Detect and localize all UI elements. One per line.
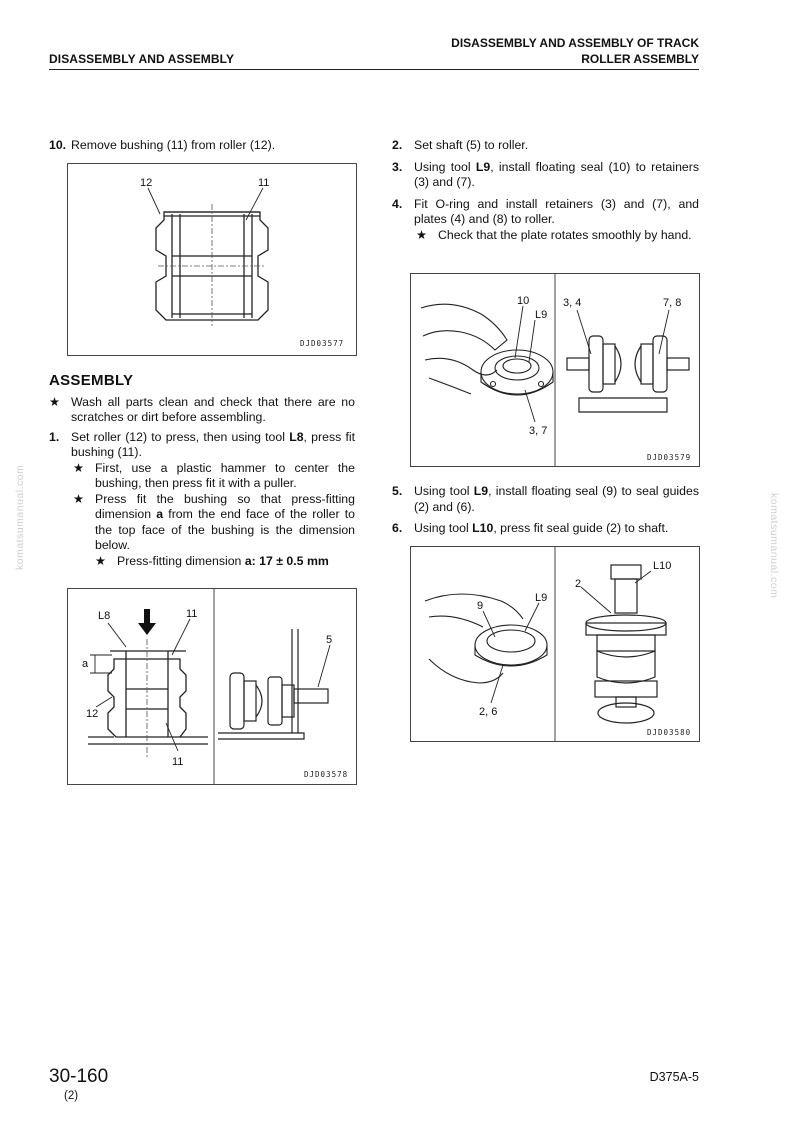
step-10 [49,138,355,154]
step-4-note [392,228,699,244]
watermark-left: komatsumanual.com [14,464,26,570]
note-wash [49,395,355,426]
step-text: , press fit bushing (11). [71,429,356,459]
header-title-line1: DISASSEMBLY AND ASSEMBLY OF TRACK [451,36,699,50]
step-number: 1. [49,429,60,444]
floating-seal-drawing [411,274,699,466]
assembly-title: ASSEMBLY [49,372,134,389]
page-number: 30-160 [49,1066,109,1087]
step-text: , install floating seal (10) to retainers (3) and (7). [414,159,699,189]
callout-5: 5 [326,634,333,646]
step-text: , install floating seal (9) to seal guides (2) and (6). [414,484,699,514]
figure-code: DJD03578 [304,770,349,779]
callout-10: 10 [517,295,530,307]
callout-3-7: 3, 7 [529,425,548,437]
note-text: Press fit the bushing so that press-fitting dimension [95,491,355,521]
note-text: from the end face of the roller to the top face of the bushing is the dimension below. [95,507,356,552]
steps-2-4 [392,138,699,243]
header-rule [49,69,699,70]
seal-guide-drawing [411,547,699,741]
step-text: Set roller (12) to press, then using tool [71,429,290,444]
step-text: Using tool [414,159,476,174]
step-2 [392,138,699,154]
assembly-section [49,373,355,569]
step-3 [392,160,699,191]
watermark-right: komatsumanual.com [768,493,780,599]
note-text: Check that the plate rotates smoothly by hand. [438,227,692,242]
press-fit-drawing [68,589,356,784]
sub-note-1 [49,461,355,492]
callout-12: 12 [86,708,99,720]
tool-name: L10 [472,521,494,535]
figure-floating-seal-retainer [410,273,700,467]
step-number: 4. [392,196,403,211]
figure-code: DJD03577 [300,339,345,348]
dimension-variable: a [244,553,252,568]
step-number: 10. [49,138,67,152]
star-icon: ★ [95,553,107,568]
header-section-title: DISASSEMBLY AND ASSEMBLY [49,52,235,66]
tool-name: L9 [475,159,491,174]
bushing-roller-section-drawing [68,164,356,355]
callout-l10: L10 [653,560,672,572]
star-icon: ★ [73,491,85,506]
callout-11-bottom: 11 [172,756,184,768]
callout-2: 2 [575,578,582,590]
step-text: Using tool [414,521,473,535]
step-number: 2. [392,138,403,152]
dimension-value: : 17 ± 0.5 mm [251,553,329,568]
callout-a: a [82,658,89,670]
step-6 [392,521,699,537]
callout-11: 11 [258,177,270,189]
star-icon: ★ [73,460,85,475]
step-1 [49,430,355,461]
step-text: Using tool [414,484,474,498]
header-page-title [451,36,699,67]
figure-press-fit-bushing [67,588,357,785]
dimension-label: Press-fitting dimension [117,553,245,568]
figure-bushing-removal [67,163,357,356]
tool-name: L8 [289,429,304,444]
steps-5-6 [392,484,699,537]
step-text: Remove bushing (11) from roller (12). [71,138,276,152]
step-text: Fit O-ring and install retainers (3) and (7), and plates (4) and (8) to roller. [414,196,699,226]
callout-l9: L9 [535,309,548,321]
step-number: 5. [392,484,403,498]
step-text: , press fit seal guide (2) to shaft. [493,521,669,535]
callout-2-6: 2, 6 [479,706,498,718]
step-4 [392,197,699,228]
step-text: Set shaft (5) to roller. [414,138,529,152]
model-number: D375A-5 [649,1070,699,1084]
dimension-variable: a [156,507,164,521]
step-5 [392,484,699,515]
revision-number: (2) [64,1090,79,1102]
callout-l9: L9 [535,592,548,604]
tool-name: L9 [473,484,489,498]
callout-9: 9 [477,600,484,612]
note-text: First, use a plastic hammer to center the bushing, then press fit it with a puller. [95,460,355,490]
step-number: 6. [392,521,403,535]
star-icon: ★ [49,394,61,409]
callout-7-8: 7, 8 [663,297,682,309]
figure-code: DJD03579 [647,453,692,462]
figure-code: DJD03580 [647,728,692,737]
figure-seal-guide-press-fit [410,546,700,742]
step-number: 3. [392,159,403,174]
callout-3-4: 3, 4 [563,297,582,309]
press-fitting-dimension [49,554,355,570]
header-title-line2: ROLLER ASSEMBLY [581,51,699,66]
callout-12: 12 [140,177,153,189]
callout-l8: L8 [98,610,111,622]
star-icon: ★ [416,227,428,242]
callout-11-top: 11 [186,608,198,620]
sub-note-2 [49,492,355,554]
note-text: Wash all parts clean and check that there are no scratches or dirt before assembling. [71,394,355,424]
